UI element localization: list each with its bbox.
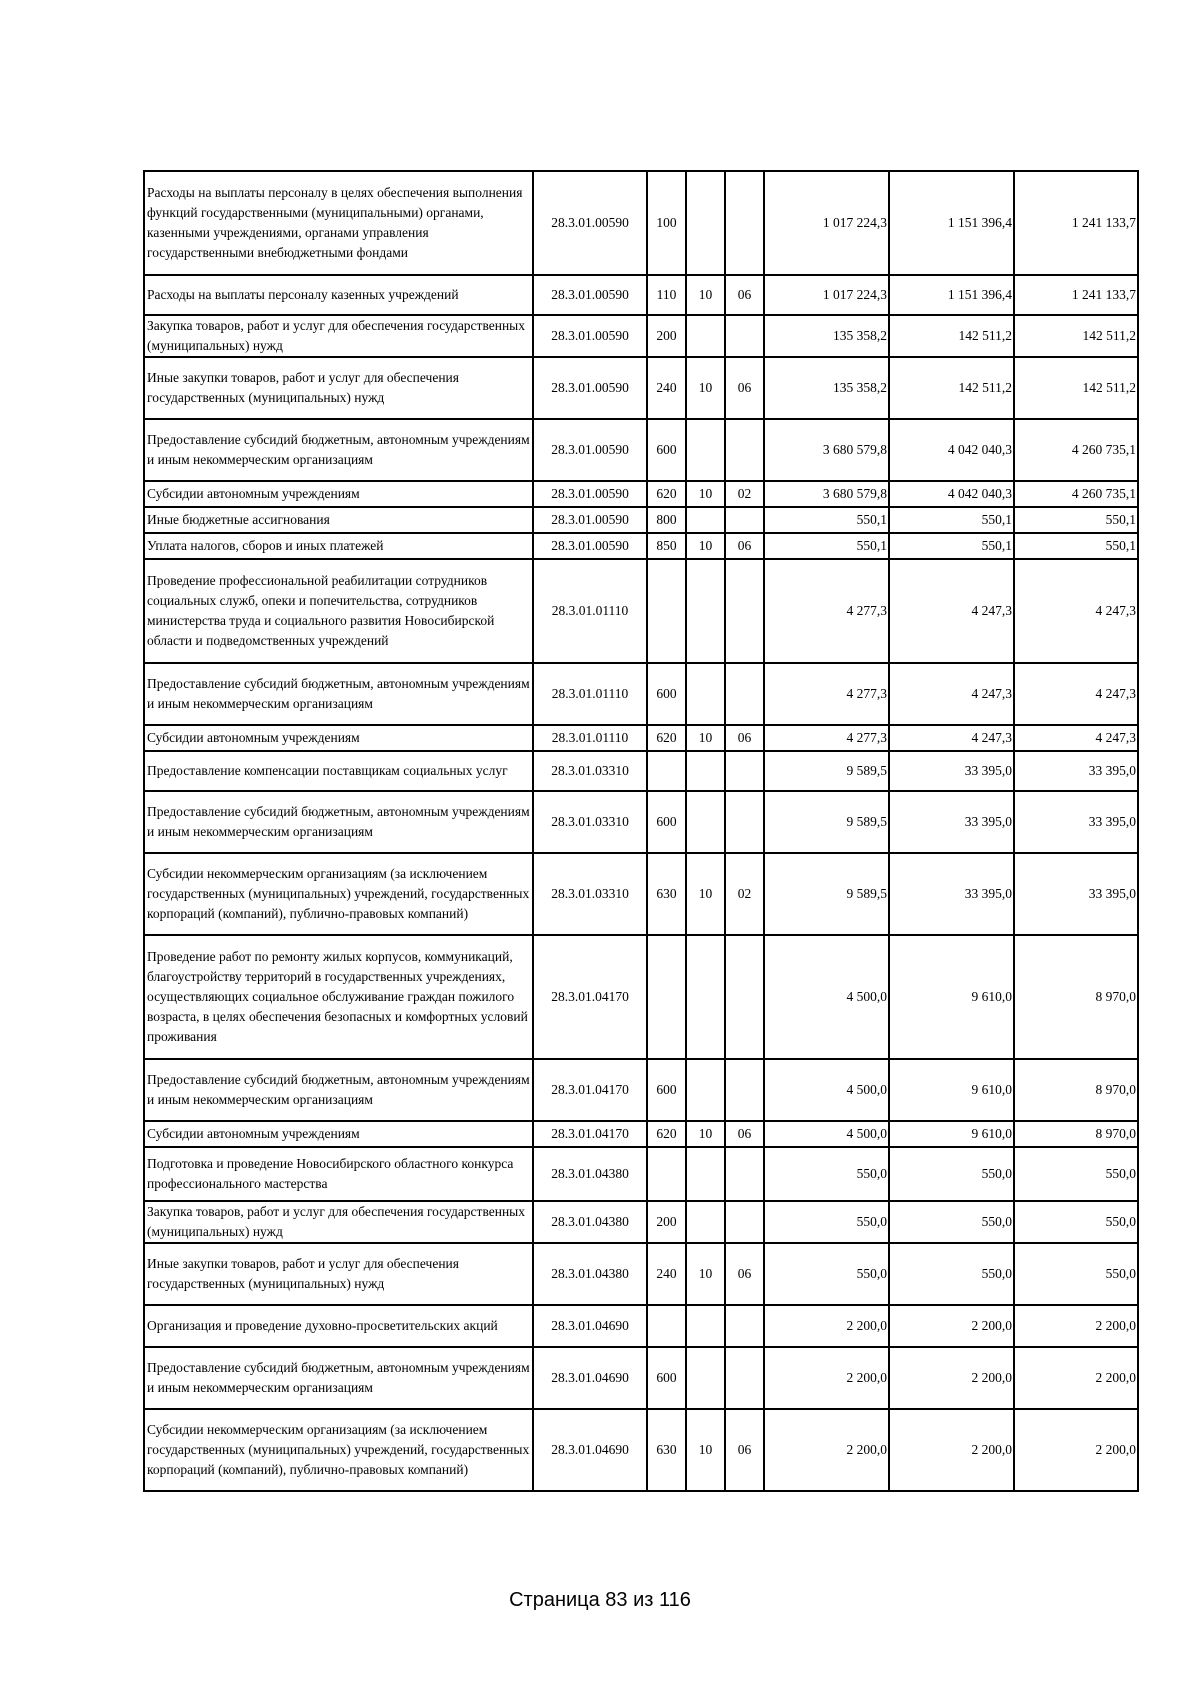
table-row (144, 1347, 1138, 1409)
row-amount-year-2: 4 247,3 (889, 725, 1014, 751)
row-amount-year-2: 9 610,0 (889, 1121, 1014, 1147)
row-name: Иные бюджетные ассигнования (144, 507, 533, 533)
table-row (144, 853, 1138, 935)
row-amount-year-3: 550,1 (1014, 507, 1138, 533)
row-code: 28.3.01.00590 (533, 481, 647, 507)
row-subsection: 02 (725, 853, 764, 935)
row-expense-type (647, 1147, 686, 1201)
row-code: 28.3.01.04380 (533, 1243, 647, 1305)
row-name: Подготовка и проведение Новосибирского областного конкурса профессионального мастерства (144, 1147, 533, 1201)
row-section (686, 559, 725, 663)
row-subsection: 06 (725, 1121, 764, 1147)
row-name: Субсидии автономным учреждениям (144, 725, 533, 751)
row-section (686, 663, 725, 725)
row-name: Закупка товаров, работ и услуг для обеспечения государственных (муниципальных) нужд (144, 315, 533, 357)
row-expense-type: 800 (647, 507, 686, 533)
row-code: 28.3.01.03310 (533, 791, 647, 853)
row-expense-type: 620 (647, 1121, 686, 1147)
row-name: Субсидии некоммерческим организациям (за исключением государственных (муниципальных) учреждений, государственных корпораций (компаний), публично-правовых компаний) (144, 853, 533, 935)
row-section: 10 (686, 725, 725, 751)
row-code: 28.3.01.00590 (533, 275, 647, 315)
table-row (144, 935, 1138, 1059)
row-amount-year-1: 9 589,5 (764, 751, 889, 791)
row-amount-year-3: 33 395,0 (1014, 751, 1138, 791)
row-expense-type: 600 (647, 419, 686, 481)
table-row (144, 1059, 1138, 1121)
row-name: Субсидии автономным учреждениям (144, 481, 533, 507)
row-amount-year-2: 4 042 040,3 (889, 481, 1014, 507)
row-amount-year-3: 8 970,0 (1014, 935, 1138, 1059)
row-code: 28.3.01.04170 (533, 935, 647, 1059)
row-amount-year-1: 9 589,5 (764, 791, 889, 853)
row-subsection: 06 (725, 275, 764, 315)
row-amount-year-1: 2 200,0 (764, 1347, 889, 1409)
row-amount-year-2: 9 610,0 (889, 1059, 1014, 1121)
row-amount-year-2: 33 395,0 (889, 791, 1014, 853)
row-amount-year-2: 550,1 (889, 507, 1014, 533)
row-amount-year-1: 3 680 579,8 (764, 419, 889, 481)
row-expense-type: 630 (647, 853, 686, 935)
row-amount-year-2: 2 200,0 (889, 1305, 1014, 1347)
row-amount-year-3: 550,0 (1014, 1201, 1138, 1243)
row-expense-type (647, 559, 686, 663)
row-amount-year-3: 33 395,0 (1014, 853, 1138, 935)
row-code: 28.3.01.00590 (533, 357, 647, 419)
table-row (144, 725, 1138, 751)
row-name: Иные закупки товаров, работ и услуг для обеспечения государственных (муниципальных) нужд (144, 1243, 533, 1305)
row-section (686, 1147, 725, 1201)
row-expense-type: 100 (647, 171, 686, 275)
table-row (144, 275, 1138, 315)
table-row (144, 481, 1138, 507)
row-amount-year-3: 142 511,2 (1014, 357, 1138, 419)
row-expense-type (647, 751, 686, 791)
row-section (686, 507, 725, 533)
row-amount-year-3: 2 200,0 (1014, 1409, 1138, 1491)
page-number: Страница 83 из 116 (509, 1589, 691, 1611)
row-expense-type: 600 (647, 791, 686, 853)
table-row (144, 533, 1138, 559)
row-amount-year-2: 550,0 (889, 1243, 1014, 1305)
row-amount-year-2: 2 200,0 (889, 1409, 1014, 1491)
row-amount-year-3: 8 970,0 (1014, 1121, 1138, 1147)
row-name: Предоставление субсидий бюджетным, автономным учреждениям и иным некоммерческим организациям (144, 791, 533, 853)
row-amount-year-3: 2 200,0 (1014, 1347, 1138, 1409)
row-expense-type: 630 (647, 1409, 686, 1491)
row-amount-year-2: 4 247,3 (889, 663, 1014, 725)
table-row (144, 1147, 1138, 1201)
row-name: Предоставление субсидий бюджетным, автономным учреждениям и иным некоммерческим организациям (144, 419, 533, 481)
row-section: 10 (686, 1243, 725, 1305)
row-amount-year-3: 1 241 133,7 (1014, 171, 1138, 275)
row-subsection: 06 (725, 725, 764, 751)
row-expense-type: 600 (647, 1059, 686, 1121)
row-subsection (725, 559, 764, 663)
row-amount-year-1: 4 500,0 (764, 1121, 889, 1147)
row-subsection (725, 935, 764, 1059)
row-expense-type: 600 (647, 663, 686, 725)
row-name: Проведение профессиональной реабилитации сотрудников социальных служб, опеки и попечительства, сотрудников министерства труда и социального развития Новосибирской области и подведомственных учреждений (144, 559, 533, 663)
row-section: 10 (686, 1409, 725, 1491)
row-name: Расходы на выплаты персоналу в целях обеспечения выполнения функций государственными (муниципальными) органами, казенными учреждениями, органами управления государственными внебюджетными фондами (144, 171, 533, 275)
table-row (144, 559, 1138, 663)
row-section (686, 935, 725, 1059)
row-subsection (725, 171, 764, 275)
row-amount-year-2: 1 151 396,4 (889, 275, 1014, 315)
row-amount-year-3: 550,1 (1014, 533, 1138, 559)
table-row (144, 507, 1138, 533)
row-expense-type: 620 (647, 481, 686, 507)
row-expense-type: 200 (647, 315, 686, 357)
row-code: 28.3.01.01110 (533, 663, 647, 725)
row-expense-type: 850 (647, 533, 686, 559)
row-amount-year-1: 550,0 (764, 1147, 889, 1201)
budget-table (143, 170, 1139, 1492)
row-expense-type: 620 (647, 725, 686, 751)
row-section (686, 1305, 725, 1347)
table-row (144, 1121, 1138, 1147)
row-name: Предоставление субсидий бюджетным, автономным учреждениям и иным некоммерческим организациям (144, 1347, 533, 1409)
row-amount-year-1: 2 200,0 (764, 1409, 889, 1491)
row-section (686, 1059, 725, 1121)
row-section: 10 (686, 853, 725, 935)
row-code: 28.3.01.00590 (533, 533, 647, 559)
row-subsection (725, 507, 764, 533)
table-row (144, 171, 1138, 275)
row-amount-year-3: 8 970,0 (1014, 1059, 1138, 1121)
row-amount-year-1: 550,0 (764, 1243, 889, 1305)
table-row (144, 419, 1138, 481)
row-code: 28.3.01.03310 (533, 853, 647, 935)
row-code: 28.3.01.04690 (533, 1305, 647, 1347)
row-code: 28.3.01.04690 (533, 1347, 647, 1409)
row-name: Иные закупки товаров, работ и услуг для обеспечения государственных (муниципальных) нужд (144, 357, 533, 419)
row-expense-type: 600 (647, 1347, 686, 1409)
row-amount-year-1: 550,1 (764, 507, 889, 533)
row-amount-year-2: 33 395,0 (889, 751, 1014, 791)
row-amount-year-3: 142 511,2 (1014, 315, 1138, 357)
row-amount-year-1: 550,0 (764, 1201, 889, 1243)
row-section (686, 1201, 725, 1243)
row-subsection: 06 (725, 1409, 764, 1491)
row-amount-year-1: 1 017 224,3 (764, 275, 889, 315)
row-amount-year-1: 2 200,0 (764, 1305, 889, 1347)
row-amount-year-2: 4 247,3 (889, 559, 1014, 663)
row-amount-year-3: 1 241 133,7 (1014, 275, 1138, 315)
table-row (144, 1243, 1138, 1305)
row-amount-year-2: 550,1 (889, 533, 1014, 559)
row-code: 28.3.01.04380 (533, 1147, 647, 1201)
row-section (686, 419, 725, 481)
table-row (144, 663, 1138, 725)
row-name: Предоставление субсидий бюджетным, автономным учреждениям и иным некоммерческим организациям (144, 1059, 533, 1121)
row-subsection (725, 419, 764, 481)
row-section: 10 (686, 357, 725, 419)
row-section: 10 (686, 275, 725, 315)
row-section: 10 (686, 533, 725, 559)
row-subsection (725, 1059, 764, 1121)
row-name: Расходы на выплаты персоналу казенных учреждений (144, 275, 533, 315)
row-amount-year-1: 4 277,3 (764, 559, 889, 663)
row-amount-year-1: 4 277,3 (764, 725, 889, 751)
table-row (144, 751, 1138, 791)
row-name: Закупка товаров, работ и услуг для обеспечения государственных (муниципальных) нужд (144, 1201, 533, 1243)
row-subsection (725, 1201, 764, 1243)
row-section (686, 315, 725, 357)
table-row (144, 791, 1138, 853)
row-amount-year-3: 4 260 735,1 (1014, 481, 1138, 507)
table-row (144, 315, 1138, 357)
row-name: Проведение работ по ремонту жилых корпусов, коммуникаций, благоустройству территорий в государственных учреждениях, осуществляющих социальное обслуживание граждан пожилого возраста, в целях обеспечения безопасных и комфортных условий проживания (144, 935, 533, 1059)
row-expense-type (647, 1305, 686, 1347)
row-code: 28.3.01.00590 (533, 419, 647, 481)
row-amount-year-2: 2 200,0 (889, 1347, 1014, 1409)
row-amount-year-3: 4 247,3 (1014, 559, 1138, 663)
row-expense-type: 240 (647, 1243, 686, 1305)
row-amount-year-2: 33 395,0 (889, 853, 1014, 935)
row-subsection (725, 751, 764, 791)
row-amount-year-2: 142 511,2 (889, 315, 1014, 357)
row-amount-year-1: 4 500,0 (764, 935, 889, 1059)
row-amount-year-1: 4 277,3 (764, 663, 889, 725)
row-amount-year-3: 2 200,0 (1014, 1305, 1138, 1347)
row-expense-type: 110 (647, 275, 686, 315)
row-code: 28.3.01.00590 (533, 507, 647, 533)
row-amount-year-2: 550,0 (889, 1147, 1014, 1201)
row-expense-type (647, 935, 686, 1059)
row-amount-year-3: 4 247,3 (1014, 663, 1138, 725)
row-amount-year-2: 142 511,2 (889, 357, 1014, 419)
budget-rows (144, 171, 1138, 1491)
row-expense-type: 200 (647, 1201, 686, 1243)
row-section: 10 (686, 481, 725, 507)
row-subsection (725, 315, 764, 357)
row-amount-year-2: 1 151 396,4 (889, 171, 1014, 275)
row-amount-year-3: 550,0 (1014, 1147, 1138, 1201)
row-subsection (725, 663, 764, 725)
row-code: 28.3.01.04170 (533, 1121, 647, 1147)
row-code: 28.3.01.04380 (533, 1201, 647, 1243)
row-amount-year-1: 550,1 (764, 533, 889, 559)
row-code: 28.3.01.00590 (533, 171, 647, 275)
row-name: Предоставление субсидий бюджетным, автономным учреждениям и иным некоммерческим организациям (144, 663, 533, 725)
row-subsection (725, 791, 764, 853)
row-amount-year-1: 1 017 224,3 (764, 171, 889, 275)
row-amount-year-3: 4 247,3 (1014, 725, 1138, 751)
row-section (686, 1347, 725, 1409)
row-subsection (725, 1347, 764, 1409)
row-section (686, 171, 725, 275)
table-row (144, 357, 1138, 419)
row-name: Субсидии некоммерческим организациям (за исключением государственных (муниципальных) учреждений, государственных корпораций (компаний), публично-правовых компаний) (144, 1409, 533, 1491)
row-name: Субсидии автономным учреждениям (144, 1121, 533, 1147)
row-amount-year-3: 4 260 735,1 (1014, 419, 1138, 481)
row-subsection: 06 (725, 1243, 764, 1305)
row-name: Организация и проведение духовно-просветительских акций (144, 1305, 533, 1347)
row-amount-year-3: 550,0 (1014, 1243, 1138, 1305)
row-subsection (725, 1147, 764, 1201)
row-section (686, 791, 725, 853)
row-section (686, 751, 725, 791)
row-amount-year-2: 4 042 040,3 (889, 419, 1014, 481)
row-subsection (725, 1305, 764, 1347)
row-code: 28.3.01.04690 (533, 1409, 647, 1491)
row-code: 28.3.01.00590 (533, 315, 647, 357)
table-row (144, 1201, 1138, 1243)
row-amount-year-1: 4 500,0 (764, 1059, 889, 1121)
row-code: 28.3.01.01110 (533, 559, 647, 663)
row-expense-type: 240 (647, 357, 686, 419)
row-code: 28.3.01.01110 (533, 725, 647, 751)
row-subsection: 06 (725, 357, 764, 419)
row-amount-year-1: 3 680 579,8 (764, 481, 889, 507)
row-name: Предоставление компенсации поставщикам социальных услуг (144, 751, 533, 791)
row-code: 28.3.01.03310 (533, 751, 647, 791)
row-amount-year-1: 9 589,5 (764, 853, 889, 935)
row-amount-year-1: 135 358,2 (764, 357, 889, 419)
row-amount-year-2: 550,0 (889, 1201, 1014, 1243)
row-subsection: 02 (725, 481, 764, 507)
row-amount-year-2: 9 610,0 (889, 935, 1014, 1059)
row-name: Уплата налогов, сборов и иных платежей (144, 533, 533, 559)
row-section: 10 (686, 1121, 725, 1147)
table-row (144, 1409, 1138, 1491)
row-amount-year-3: 33 395,0 (1014, 791, 1138, 853)
row-subsection: 06 (725, 533, 764, 559)
table-row (144, 1305, 1138, 1347)
row-amount-year-1: 135 358,2 (764, 315, 889, 357)
row-code: 28.3.01.04170 (533, 1059, 647, 1121)
